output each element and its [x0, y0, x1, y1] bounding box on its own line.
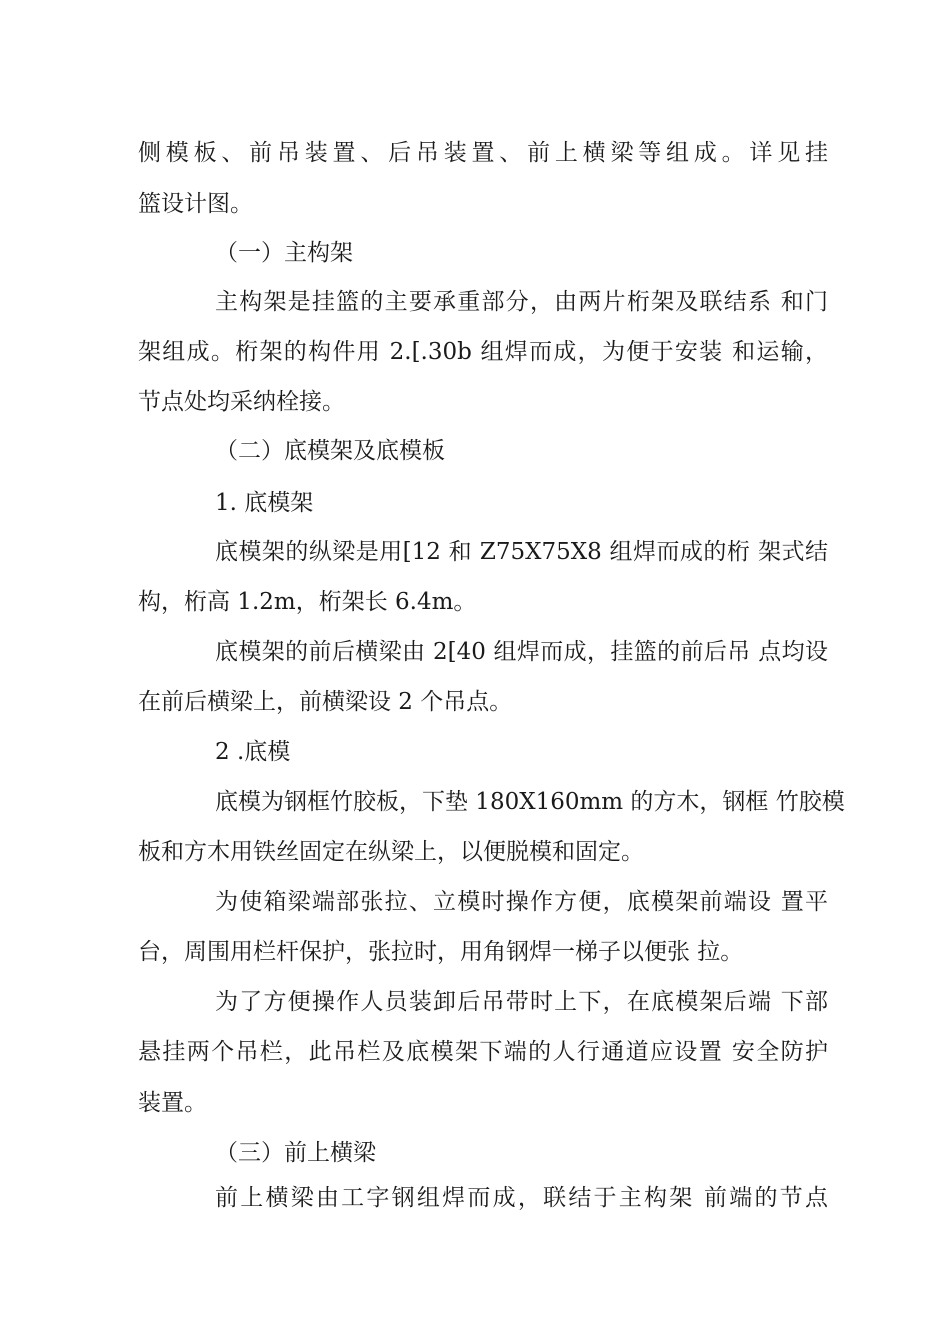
text-line: 在前后横梁上，前横梁设 2 个吊点。 — [138, 689, 513, 715]
text-line: 台，周围用栏杆保护，张拉时，用角钢焊一梯子以便张 拉。 — [138, 939, 744, 965]
subsection-heading: 1. 底模架 — [215, 490, 314, 516]
text-line: 底模架的纵梁是用[12 和 Z75X75X8 组焊而成的桁 架式结 — [215, 539, 828, 565]
section-heading: （三）前上横梁 — [215, 1140, 376, 1166]
section-heading: （一）主构架 — [215, 240, 353, 266]
text-line: 前上横梁由工字钢组焊而成，联结于主构架 前端的节点 — [215, 1185, 828, 1211]
text-line: 侧模板、前吊装置、后吊装置、前上横梁等组成。详见挂 — [138, 140, 828, 166]
text-line: 底模为钢框竹胶板，下垫 180X160mm 的方木，钢框 竹胶模 — [215, 789, 845, 815]
text-line: 为了方便操作人员装卸后吊带时上下，在底模架后端 下部 — [215, 989, 828, 1015]
text-line: 底模架的前后横梁由 2[40 组焊而成，挂篮的前后吊 点均设 — [215, 639, 828, 665]
text-line: 节点处均采纳栓接。 — [138, 389, 345, 415]
subsection-heading: 2 .底模 — [215, 739, 291, 765]
section-heading: （二）底模架及底模板 — [215, 438, 445, 464]
text-line: 篮设计图。 — [138, 191, 253, 217]
text-line: 装置。 — [138, 1090, 207, 1116]
text-line: 板和方木用铁丝固定在纵梁上，以便脱模和固定。 — [138, 839, 644, 865]
text-line: 悬挂两个吊栏，此吊栏及底模架下端的人行通道应设置 安全防护 — [138, 1039, 828, 1065]
text-line: 架组成。桁架的构件用 2.[.30b 组焊而成，为便于安装 和运输， — [138, 339, 828, 365]
text-line: 为使箱梁端部张拉、立模时操作方便，底模架前端设 置平 — [215, 889, 828, 915]
text-line: 构，桁高 1.2m，桁架长 6.4m。 — [138, 589, 477, 615]
text-line: 主构架是挂篮的主要承重部分，由两片桁架及联结系 和门 — [215, 289, 828, 315]
